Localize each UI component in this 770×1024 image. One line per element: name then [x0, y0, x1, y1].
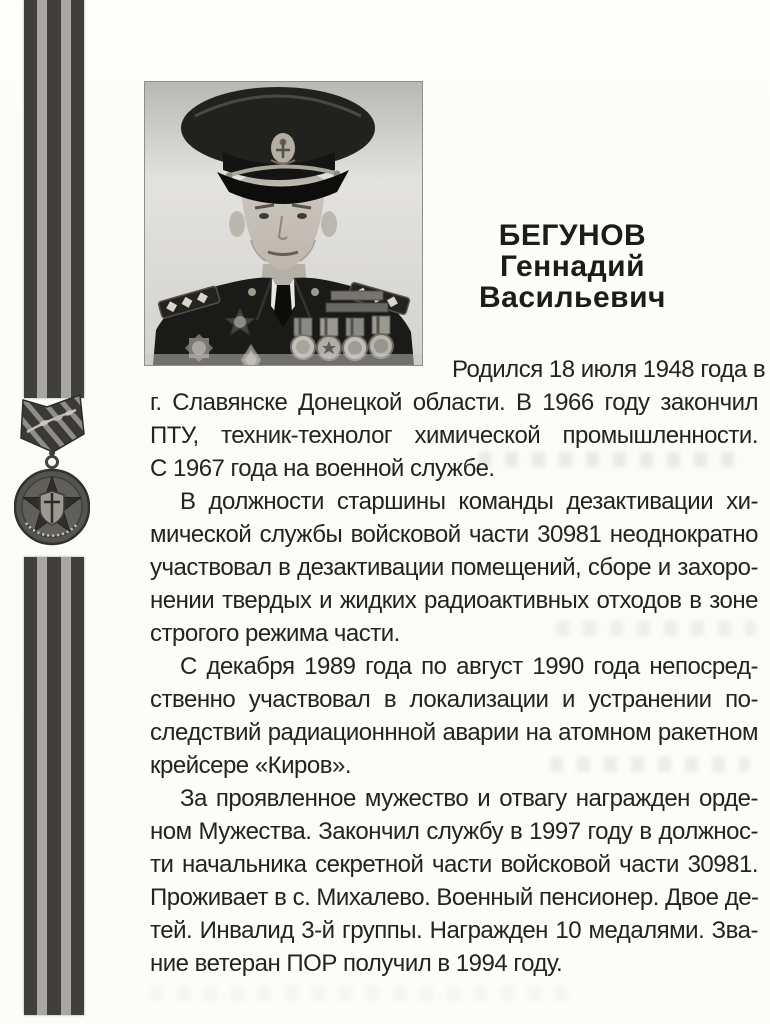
text-line: участвовал в дезактивации помещений, сборе и захоро-	[150, 554, 758, 581]
text-line: Родился 18 июля 1948 года в	[452, 356, 766, 383]
text-line: тей. Инвалид 3-й группы. Награжден 10 медалями. Зва-	[150, 917, 758, 944]
text-line: В должности старшины команды дезактивации хи-	[180, 488, 758, 515]
text-line: ственно участвовал в локализации и устранении по-	[150, 686, 758, 713]
text-line: ние ветеран ПОР получил в 1994 году.	[150, 950, 563, 977]
text-line: г. Славянске Донецкой области. В 1966 году закончил	[150, 389, 758, 416]
officer-portrait-photo	[145, 82, 422, 365]
veteran-medal-icon	[14, 392, 90, 560]
scan-artifact	[556, 621, 756, 636]
paragraph	[150, 782, 758, 980]
text-line: строгого режима части.	[150, 620, 400, 647]
text-line: С декабря 1989 года по август 1990 года непосред-	[180, 653, 758, 680]
text-line: За проявленное мужество и отвагу награжден орде-	[180, 785, 758, 812]
text-line: крейсере «Киров».	[150, 752, 352, 779]
george-ribbon-bottom	[24, 557, 84, 1015]
first-name: Геннадий	[499, 250, 646, 283]
scan-artifact	[478, 452, 740, 467]
text-line: ном Мужества. Закончил службу в 1997 году в должнос-	[150, 818, 758, 845]
patronymic: Васильевич	[479, 281, 666, 314]
text-line: нении твердых и жидких радиоактивных отходов в зоне	[150, 587, 758, 614]
text-line: ПТУ, техник-технолог химической промышленности.	[150, 422, 758, 449]
george-ribbon-top	[24, 0, 84, 398]
text-line: ти начальника секретной части войсковой части 30981.	[150, 851, 758, 878]
person-name-heading	[425, 220, 720, 313]
text-line: С 1967 года на военной службе.	[150, 455, 495, 482]
text-line: следствий радиационнной аварии на атомном ракетном	[150, 719, 758, 746]
body-text	[150, 353, 766, 980]
scan-artifact	[150, 986, 570, 1001]
surname: БЕГУНОВ	[498, 219, 647, 252]
scan-artifact	[550, 757, 750, 772]
text-line: мической службы войсковой части 30981 неоднократно	[150, 521, 758, 548]
text-line: Проживает в с. Михалево. Военный пенсионер. Двое де-	[150, 884, 759, 911]
